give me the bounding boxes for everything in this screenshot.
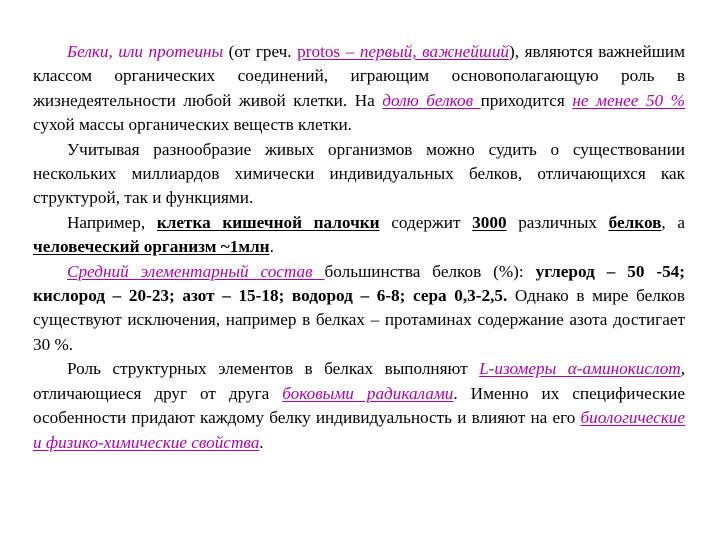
text-fragment: (от греч. <box>223 42 298 61</box>
term-proteins-count: белков <box>608 212 662 232</box>
term-not-less-50-percent: не менее 50 % <box>572 90 685 110</box>
term-side-radicals: боковыми радикалами <box>282 383 454 403</box>
term-proteins: Белки, или протеины <box>67 42 224 61</box>
text-fragment: большинства белков (%): <box>324 261 536 281</box>
term-average-composition: Средний элементарный состав <box>67 261 325 281</box>
composition-values: углерод – 50 -54; кислород – 20-23; азот – 15-18; водород – 6-8; сера 0,3-2,5. <box>33 261 685 306</box>
text-fragment: . <box>269 237 274 257</box>
term-first-most-important: первый, важнейший <box>359 42 510 61</box>
term-human-organism: человеческий организм ~1млн <box>33 237 270 257</box>
term-share-of-proteins: долю белков <box>382 90 481 110</box>
text-fragment: . <box>259 432 264 452</box>
term-protos: protos <box>297 42 341 61</box>
text-fragment: , отличающиеся друг от друга <box>33 359 686 403</box>
term-properties: биологические и физико-химические свойства <box>33 408 685 452</box>
text-fragment: содержит <box>379 212 473 232</box>
text-fragment: , а <box>661 212 685 232</box>
text-fragment: различных <box>506 212 609 232</box>
paragraph-amino-acids <box>33 357 685 455</box>
paragraph-proteins-definition <box>33 40 685 138</box>
paragraph-composition <box>33 260 685 358</box>
text-fragment: Однако в мире белков существуют исключения, например в белках – протаминах содержание азота достигает 30 %. <box>33 286 685 354</box>
term-e-coli-cell: клетка кишечной палочки <box>156 212 380 232</box>
text-fragment: ), являются важнейшим классом органических соединений, играющим основополагающую роль в жизнедеятельности любой живой клетки. На <box>33 42 685 110</box>
dash: – <box>340 42 360 61</box>
text-fragment: Роль структурных элементов в белках выполняют <box>67 359 480 379</box>
body-text <box>33 40 685 455</box>
term-l-isomers: L-изомеры α-аминокислот <box>479 359 681 379</box>
text-fragment: Учитывая разнообразие живых организмов можно судить о существовании нескольких миллиардов химически индивидуальных белков, отличающихся как структурой, так и функциями. <box>33 139 685 208</box>
value-3000: 3000 <box>472 212 507 232</box>
text-fragment: приходится <box>480 90 573 110</box>
text-fragment: сухой массы органических веществ клетки. <box>33 115 352 135</box>
paragraph-diversity <box>33 138 685 211</box>
text-fragment: Например, <box>67 212 157 232</box>
text-fragment: . Именно их специфические особенности придают каждому белку индивидуальность и влияют на его <box>33 383 685 428</box>
paragraph-example <box>33 211 685 260</box>
